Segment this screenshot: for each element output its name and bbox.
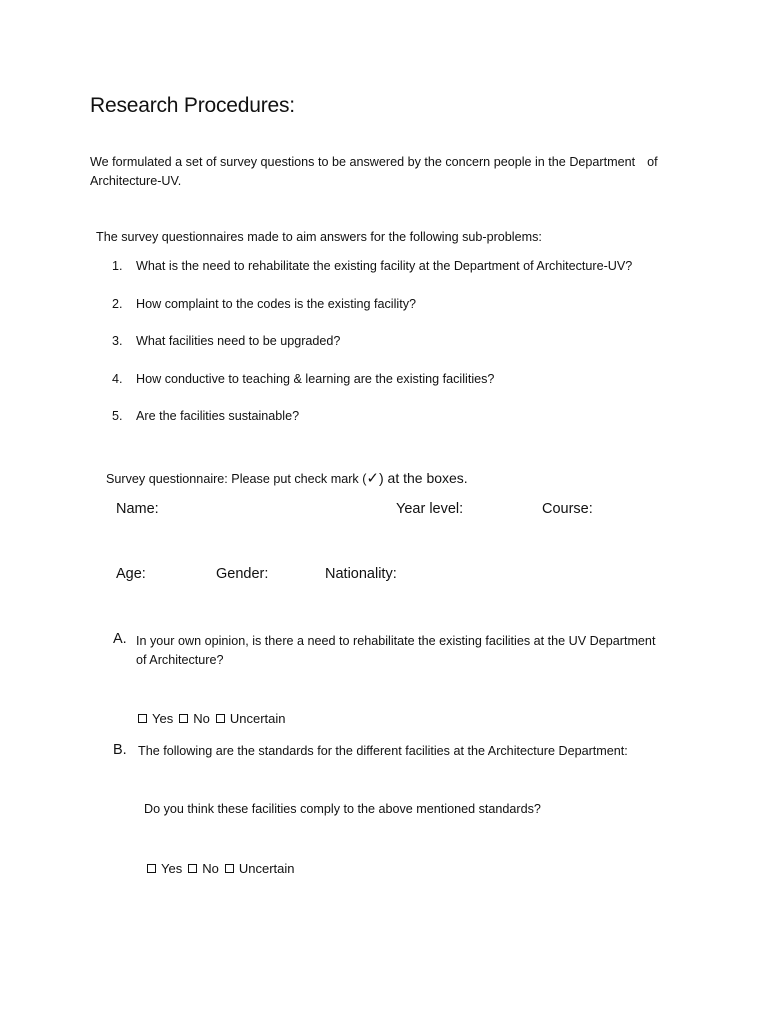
gender-field-label: Gender: <box>216 566 269 582</box>
age-field-label: Age: <box>116 566 146 582</box>
question-a-text <box>136 632 655 670</box>
option-label: Yes <box>152 711 174 726</box>
question-b-letter: B. <box>113 742 127 758</box>
checkbox-icon[interactable] <box>188 864 197 873</box>
option-no[interactable] <box>179 711 210 726</box>
question-b-text: The following are the standards for the different facilities at the Architecture Department: <box>138 744 628 758</box>
option-yes[interactable] <box>138 711 173 726</box>
checkbox-icon[interactable] <box>138 714 147 723</box>
survey-instructions-text: Survey questionnaire: Please put check mark ( <box>106 472 367 486</box>
option-uncertain[interactable] <box>216 711 286 726</box>
checkbox-icon[interactable] <box>225 864 234 873</box>
question-a-letter: A. <box>113 631 127 647</box>
intro-line-1-end: of <box>647 155 658 169</box>
list-item <box>112 409 632 447</box>
name-field-label: Name: <box>116 501 159 517</box>
subproblems-list <box>112 259 632 447</box>
question-b-options <box>147 861 300 876</box>
list-item-number: 4. <box>112 371 123 386</box>
page-title: Research Procedures: <box>90 94 295 117</box>
question-a-line-2: of Architecture? <box>136 653 224 667</box>
list-item-number: 1. <box>112 259 123 273</box>
nationality-field-label: Nationality: <box>325 566 397 582</box>
subproblems-lead: The survey questionnaires made to aim answers for the following sub-problems: <box>96 230 542 244</box>
list-item <box>112 259 632 297</box>
checkbox-icon[interactable] <box>216 714 225 723</box>
survey-instructions-end: ) at the boxes. <box>378 470 468 486</box>
list-item-text: Are the facilities sustainable? <box>136 409 300 424</box>
question-a-line-1: In your own opinion, is there a need to rehabilitate the existing facilities at the UV Department <box>136 634 656 648</box>
list-item <box>112 372 632 410</box>
option-label: No <box>193 711 210 726</box>
intro-paragraph <box>90 153 680 191</box>
list-item-text: What facilities need to be upgraded? <box>136 334 341 349</box>
list-item-number: 3. <box>112 334 123 349</box>
checkbox-icon[interactable] <box>179 714 188 723</box>
survey-instructions <box>106 469 468 487</box>
checkbox-icon[interactable] <box>147 864 156 873</box>
year-level-field-label: Year level: <box>396 501 464 517</box>
list-item-text: How conductive to teaching & learning are the existing facilities? <box>136 371 495 386</box>
list-item <box>112 297 632 335</box>
check-mark-icon: ✓ <box>366 470 379 487</box>
list-item <box>112 334 632 372</box>
option-yes[interactable] <box>147 861 182 876</box>
question-b-follow-up: Do you think these facilities comply to the above mentioned standards? <box>144 802 541 816</box>
option-label: Uncertain <box>229 711 286 726</box>
question-a-options <box>138 711 291 726</box>
intro-line-1-text: We formulated a set of survey questions to be answered by the concern people in the Department <box>90 155 636 169</box>
list-item-number: 2. <box>112 296 123 311</box>
list-item-text: How complaint to the codes is the existing facility? <box>136 296 416 311</box>
option-label: No <box>202 861 219 876</box>
list-item-number: 5. <box>112 409 123 424</box>
intro-line-2: Architecture-UV. <box>90 174 182 188</box>
option-label: Uncertain <box>238 861 295 876</box>
intro-line-1 <box>90 153 680 172</box>
option-no[interactable] <box>188 861 219 876</box>
option-uncertain[interactable] <box>225 861 295 876</box>
option-label: Yes <box>161 861 183 876</box>
list-item-text: What is the need to rehabilitate the existing facility at the Department of Architecture-UV? <box>136 259 633 273</box>
course-field-label: Course: <box>542 501 593 517</box>
